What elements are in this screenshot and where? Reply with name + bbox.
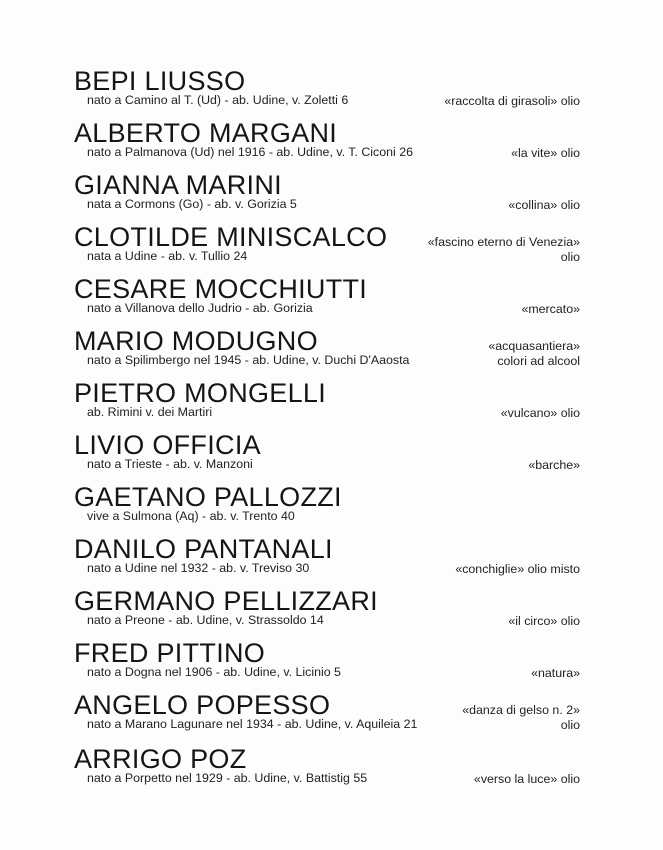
artist-name: LIVIO OFFICIA <box>74 430 261 460</box>
artwork-title <box>474 772 580 787</box>
artist-entry-pallozzi <box>74 482 586 534</box>
artwork-title <box>511 146 580 161</box>
artist-name: ARRIGO POZ <box>74 744 247 774</box>
artist-name: GAETANO PALLOZZI <box>74 482 342 512</box>
artwork-line: «collina» olio <box>508 198 580 212</box>
artwork-title <box>462 703 580 733</box>
artwork-title <box>501 406 580 421</box>
artwork-title <box>531 666 580 681</box>
artist-bio: nato a Dogna nel 1906 - ab. Udine, v. Licinio 5 <box>87 665 341 679</box>
artist-name: GIANNA MARINI <box>74 170 282 200</box>
artwork-line: «il circo» olio <box>508 614 580 628</box>
artist-name: ANGELO POPESSO <box>74 690 331 720</box>
artist-name: CLOTILDE MINISCALCO <box>74 222 388 252</box>
artwork-line: «conchiglie» olio misto <box>455 562 580 576</box>
artist-bio: nato a Camino al T. (Ud) - ab. Udine, v. Zoletti 6 <box>87 93 349 107</box>
artwork-line: «la vite» olio <box>511 146 580 160</box>
artwork-line: «barche» <box>528 458 580 472</box>
artist-bio: nata a Cormons (Go) - ab. v. Gorizia 5 <box>87 197 297 211</box>
artwork-line: «vulcano» olio <box>500 406 580 420</box>
artwork-line: «raccolta di girasoli» olio <box>444 94 580 108</box>
artist-entry-liusso <box>74 66 586 118</box>
artist-name: PIETRO MONGELLI <box>74 378 327 408</box>
artwork-line: «danza di gelso n. 2» <box>462 703 580 717</box>
artist-entry-poz <box>74 744 586 796</box>
artwork-line: «natura» <box>531 666 580 680</box>
artwork-title <box>428 235 580 265</box>
artist-entry-pellizzari <box>74 586 586 638</box>
artist-name: BEPI LIUSSO <box>74 66 246 96</box>
artist-name: ALBERTO MARGANI <box>74 118 338 148</box>
artist-bio: nato a Marano Lagunare nel 1934 - ab. Udine, v. Aquileia 21 <box>87 717 418 731</box>
artwork-medium: colori ad alcool <box>497 354 580 368</box>
artist-entry-officia <box>74 430 586 482</box>
artist-name: MARIO MODUGNO <box>74 326 318 356</box>
artist-bio: nato a Palmanova (Ud) nel 1916 - ab. Udine, v. T. Ciconi 26 <box>87 145 414 159</box>
artist-bio: nato a Udine nel 1932 - ab. v. Treviso 30 <box>87 561 310 575</box>
artist-entry-pittino <box>74 638 586 690</box>
artist-name: FRED PITTINO <box>74 638 266 668</box>
artwork-title <box>528 458 580 473</box>
artwork-title <box>488 339 580 369</box>
artwork-line: «fascino eterno di Venezia» <box>427 235 580 249</box>
artist-entry-mocchiutti <box>74 274 586 326</box>
artist-bio: ab. Rimini v. dei Martiri <box>87 405 213 419</box>
artist-entry-popesso <box>74 690 586 742</box>
artist-bio: nato a Spilimbergo nel 1945 - ab. Udine, v. Duchi D'Aaosta <box>87 353 410 367</box>
artist-entry-modugno <box>74 326 586 378</box>
artist-name: CESARE MOCCHIUTTI <box>74 274 368 304</box>
artist-bio: vive a Sulmona (Aq) - ab. v. Trento 40 <box>87 509 295 523</box>
artist-entry-mongelli <box>74 378 586 430</box>
artist-bio: nato a Porpetto nel 1929 - ab. Udine, v. Battistig 55 <box>87 771 368 785</box>
artwork-line: «mercato» <box>521 302 580 316</box>
artwork-title <box>508 614 580 629</box>
artist-name: GERMANO PELLIZZARI <box>74 586 378 616</box>
artwork-title <box>455 562 580 577</box>
artist-entry-margani <box>74 118 586 170</box>
artist-entry-miniscalco <box>74 222 586 274</box>
artist-bio: nato a Villanova dello Judrio - ab. Gorizia <box>87 301 313 315</box>
artwork-title <box>508 198 580 213</box>
artist-entry-marini <box>74 170 586 222</box>
artwork-medium: olio <box>560 718 580 732</box>
artwork-line: «verso la luce» olio <box>473 772 580 786</box>
artwork-title <box>521 302 580 317</box>
artist-entry-pantanali <box>74 534 586 586</box>
artwork-title <box>444 94 580 109</box>
artist-bio: nata a Udine - ab. v. Tullio 24 <box>87 249 248 263</box>
artwork-medium: olio <box>560 250 580 264</box>
artist-bio: nato a Trieste - ab. v. Manzoni <box>87 457 253 471</box>
artist-bio: nato a Preone - ab. Udine, v. Strassoldo 14 <box>87 613 324 627</box>
artist-name: DANILO PANTANALI <box>74 534 333 564</box>
artwork-line: «acquasantiera» <box>488 339 580 353</box>
